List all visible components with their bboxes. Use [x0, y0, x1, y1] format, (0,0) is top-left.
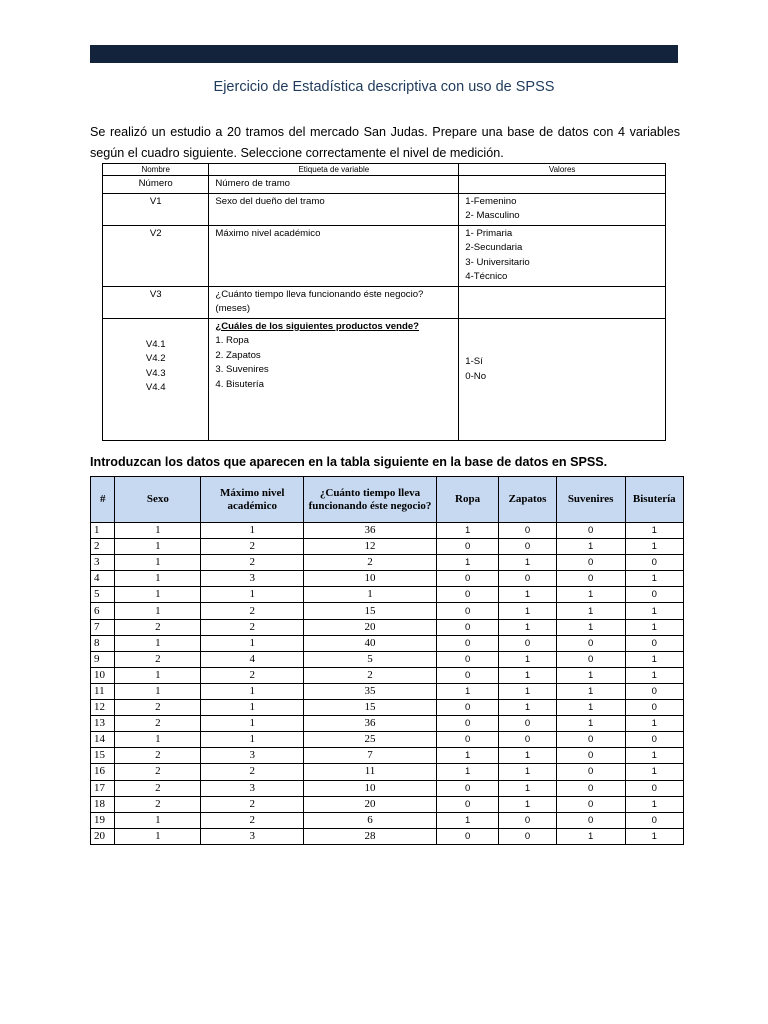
product-item: 3. Suvenires [215, 364, 269, 375]
table-row [91, 683, 684, 699]
table-cell: 0 [436, 796, 499, 812]
variables-table [102, 163, 666, 441]
table-cell: 1 [499, 748, 556, 764]
table-cell: 2 [201, 603, 304, 619]
variable-label: Número de tramo [209, 176, 459, 194]
table-cell: 28 [304, 828, 437, 844]
table-cell: 1 [201, 716, 304, 732]
table-cell: 0 [436, 828, 499, 844]
table-cell: 2 [201, 555, 304, 571]
table-row [91, 764, 684, 780]
table-cell: 36 [304, 716, 437, 732]
table-cell: 1 [625, 603, 683, 619]
column-header: Ropa [436, 477, 499, 523]
table-cell: 0 [436, 667, 499, 683]
table-cell: 1 [556, 700, 625, 716]
column-header: Sexo [115, 477, 201, 523]
table-cell: 1 [436, 555, 499, 571]
table-cell: 2 [91, 539, 115, 555]
table-cell: 8 [91, 635, 115, 651]
table-cell: 1 [115, 603, 201, 619]
product-item: 1. Ropa [215, 335, 249, 346]
table-cell: 2 [304, 555, 437, 571]
table-cell: 1 [625, 651, 683, 667]
table-cell: 1 [625, 539, 683, 555]
table-cell: 2 [201, 764, 304, 780]
value-item: 1- Primaria [465, 227, 513, 239]
table-cell: 1 [499, 780, 556, 796]
product-item: 2. Zapatos [215, 349, 261, 361]
table-cell: 2 [115, 780, 201, 796]
table-cell: 1 [436, 812, 499, 828]
table-cell: 11 [304, 764, 437, 780]
table-cell: 1 [115, 732, 201, 748]
table-cell: 0 [625, 812, 683, 828]
table-cell: 11 [91, 683, 115, 699]
table-cell: 1 [625, 748, 683, 764]
table-cell: 0 [625, 732, 683, 748]
table-cell: 7 [91, 619, 115, 635]
variable-name: V4.2 [145, 353, 166, 364]
table-cell: 0 [499, 571, 556, 587]
variable-name: V4.4 [145, 382, 166, 393]
table-cell: 0 [625, 555, 683, 571]
table-cell: 40 [304, 635, 437, 651]
table-cell: 2 [115, 700, 201, 716]
table-cell: 2 [201, 812, 304, 828]
table-row [91, 716, 684, 732]
table-cell: 1 [201, 700, 304, 716]
variables-header-row [103, 164, 666, 176]
table-cell: 1 [499, 683, 556, 699]
table-cell: 1 [304, 587, 437, 603]
value-item: 4-Técnico [465, 271, 508, 282]
column-header: Valores [459, 164, 666, 176]
variable-label-title: ¿Cuáles de los siguientes productos vende? [215, 320, 420, 332]
table-cell: 0 [436, 780, 499, 796]
table-cell: 0 [499, 716, 556, 732]
table-cell: 15 [304, 603, 437, 619]
table-cell: 36 [304, 523, 437, 539]
table-cell: 14 [91, 732, 115, 748]
table-cell: 2 [304, 667, 437, 683]
table-cell: 1 [115, 812, 201, 828]
table-row [91, 619, 684, 635]
table-cell: 1 [115, 555, 201, 571]
table-cell: 1 [201, 683, 304, 699]
table-cell: 0 [556, 780, 625, 796]
column-header: Máximo nivel académico [201, 477, 304, 523]
table-cell: 0 [436, 651, 499, 667]
table-cell: 12 [91, 700, 115, 716]
table-cell: 2 [201, 796, 304, 812]
table-cell: 0 [436, 571, 499, 587]
table-cell: 19 [91, 812, 115, 828]
variable-values [459, 225, 666, 286]
table-row [91, 700, 684, 716]
column-header: # [91, 477, 115, 523]
table-cell: 3 [201, 780, 304, 796]
table-cell: 0 [499, 539, 556, 555]
intro-paragraph [90, 122, 680, 164]
table-cell: 1 [499, 764, 556, 780]
table-cell: 18 [91, 796, 115, 812]
column-header: Zapatos [499, 477, 556, 523]
column-header: Nombre [103, 164, 209, 176]
table-cell: 1 [556, 619, 625, 635]
table-cell: 1 [115, 539, 201, 555]
variable-name: V4.1 [145, 338, 166, 350]
table-cell: 1 [625, 764, 683, 780]
variable-row [103, 176, 666, 194]
table-cell: 10 [304, 571, 437, 587]
table-cell: 1 [556, 683, 625, 699]
table-cell: 1 [556, 603, 625, 619]
variable-row [103, 286, 666, 318]
variable-values [459, 286, 666, 318]
table-cell: 0 [625, 587, 683, 603]
table-cell: 2 [201, 539, 304, 555]
table-cell: 0 [556, 635, 625, 651]
table-cell: 0 [436, 539, 499, 555]
table-cell: 20 [91, 828, 115, 844]
table-cell: 0 [556, 571, 625, 587]
variable-name: V3 [103, 286, 209, 318]
variable-names [103, 318, 209, 440]
table-cell: 1 [625, 667, 683, 683]
value-item: 0-No [465, 370, 487, 382]
table-cell: 0 [625, 780, 683, 796]
table-cell: 3 [201, 828, 304, 844]
table-cell: 0 [499, 635, 556, 651]
product-item: 4. Bisutería [215, 378, 264, 390]
table-cell: 5 [304, 651, 437, 667]
table-cell: 0 [556, 555, 625, 571]
table-cell: 1 [91, 523, 115, 539]
value-item: 2-Secundaria [465, 242, 523, 253]
intro-line-2: según el cuadro siguiente. Seleccione correctamente el nivel de medición. [90, 146, 504, 160]
variable-label: Máximo nivel académico [209, 225, 459, 286]
table-row [91, 812, 684, 828]
table-cell: 1 [625, 523, 683, 539]
table-cell: 20 [304, 619, 437, 635]
table-cell: 1 [115, 571, 201, 587]
page-title: Ejercicio de Estadística descriptiva con uso de SPSS [213, 79, 555, 95]
table-cell: 0 [625, 635, 683, 651]
table-cell: 1 [625, 796, 683, 812]
table-cell: 1 [556, 587, 625, 603]
table-cell: 1 [201, 587, 304, 603]
table-cell: 1 [201, 732, 304, 748]
table-cell: 1 [499, 587, 556, 603]
table-cell: 0 [556, 764, 625, 780]
variable-label: Sexo del dueño del tramo [209, 193, 459, 225]
table-cell: 1 [499, 651, 556, 667]
table-row [91, 635, 684, 651]
table-cell: 2 [201, 619, 304, 635]
table-cell: 2 [115, 796, 201, 812]
table-cell: 0 [436, 716, 499, 732]
table-cell: 0 [556, 796, 625, 812]
variable-label-line: (meses) [215, 303, 251, 314]
table-cell: 1 [556, 828, 625, 844]
table-cell: 0 [625, 700, 683, 716]
table-cell: 1 [625, 619, 683, 635]
table-cell: 1 [499, 619, 556, 635]
table-cell: 1 [499, 667, 556, 683]
table-cell: 13 [91, 716, 115, 732]
table-cell: 1 [625, 571, 683, 587]
variable-row [103, 193, 666, 225]
table-cell: 0 [499, 812, 556, 828]
variable-label [209, 318, 459, 440]
table-cell: 2 [115, 619, 201, 635]
table-cell: 20 [304, 796, 437, 812]
table-row [91, 555, 684, 571]
variable-name: V1 [103, 193, 209, 225]
table-cell: 10 [304, 780, 437, 796]
table-cell: 1 [115, 587, 201, 603]
table-row [91, 780, 684, 796]
variable-row [103, 225, 666, 286]
table-cell: 1 [436, 523, 499, 539]
table-cell: 3 [201, 748, 304, 764]
intro-line-1: Se realizó un estudio a 20 tramos del mercado San Judas. Prepare una base de datos con 4 variables [90, 125, 680, 139]
variable-values [459, 176, 666, 194]
table-cell: 35 [304, 683, 437, 699]
column-header: Bisutería [625, 477, 683, 523]
variable-name: V2 [103, 225, 209, 286]
table-cell: 0 [436, 635, 499, 651]
value-item: 3- Universitario [465, 256, 530, 268]
table-cell: 1 [556, 539, 625, 555]
table-cell: 1 [556, 716, 625, 732]
table-cell: 0 [499, 828, 556, 844]
data-intro: Introduzcan los datos que aparecen en la tabla siguiente en la base de datos en SPSS. [90, 455, 608, 469]
table-row [91, 667, 684, 683]
table-cell: 0 [436, 587, 499, 603]
table-cell: 0 [436, 603, 499, 619]
data-header-row [91, 477, 684, 523]
table-cell: 1 [201, 635, 304, 651]
column-header: Etiqueta de variable [209, 164, 459, 176]
variable-values [459, 318, 666, 440]
variable-row [103, 318, 666, 440]
table-cell: 0 [556, 748, 625, 764]
table-cell: 0 [556, 812, 625, 828]
table-cell: 6 [304, 812, 437, 828]
table-cell: 0 [556, 523, 625, 539]
table-cell: 6 [91, 603, 115, 619]
value-item: 1-Femenino [465, 195, 517, 207]
table-cell: 0 [436, 619, 499, 635]
data-table-body [91, 523, 684, 845]
table-cell: 1 [556, 667, 625, 683]
table-row [91, 587, 684, 603]
table-row [91, 828, 684, 844]
header-bar [90, 45, 678, 63]
table-cell: 4 [201, 651, 304, 667]
variable-name: Número [103, 176, 209, 194]
table-cell: 1 [499, 555, 556, 571]
table-cell: 5 [91, 587, 115, 603]
table-cell: 4 [91, 571, 115, 587]
table-cell: 1 [115, 683, 201, 699]
table-cell: 1 [115, 828, 201, 844]
table-cell: 1 [115, 667, 201, 683]
table-cell: 9 [91, 651, 115, 667]
table-row [91, 603, 684, 619]
table-cell: 15 [304, 700, 437, 716]
table-cell: 0 [499, 732, 556, 748]
table-row [91, 732, 684, 748]
table-cell: 1 [115, 635, 201, 651]
table-row [91, 748, 684, 764]
table-cell: 0 [436, 700, 499, 716]
table-cell: 2 [115, 748, 201, 764]
table-cell: 2 [115, 716, 201, 732]
table-cell: 1 [499, 603, 556, 619]
table-row [91, 796, 684, 812]
table-cell: 0 [499, 523, 556, 539]
table-cell: 3 [91, 555, 115, 571]
table-cell: 1 [499, 700, 556, 716]
table-cell: 1 [436, 683, 499, 699]
table-cell: 1 [499, 796, 556, 812]
column-header: Suvenires [556, 477, 625, 523]
table-cell: 1 [625, 716, 683, 732]
table-cell: 3 [201, 571, 304, 587]
table-cell: 17 [91, 780, 115, 796]
table-cell: 0 [556, 732, 625, 748]
table-cell: 10 [91, 667, 115, 683]
table-row [91, 651, 684, 667]
value-item: 1-Sí [465, 356, 483, 367]
table-cell: 1 [436, 748, 499, 764]
table-cell: 0 [556, 651, 625, 667]
column-header: ¿Cuánto tiempo lleva funcionando éste negocio? [304, 477, 437, 523]
table-cell: 2 [115, 764, 201, 780]
table-row [91, 571, 684, 587]
table-cell: 12 [304, 539, 437, 555]
variable-values [459, 193, 666, 225]
table-cell: 7 [304, 748, 437, 764]
table-cell: 1 [115, 523, 201, 539]
variable-label-line: ¿Cuánto tiempo lleva funcionando éste negocio? [215, 288, 424, 300]
variable-label [209, 286, 459, 318]
variable-name: V4.3 [145, 367, 166, 379]
table-cell: 1 [625, 828, 683, 844]
value-item: 2- Masculino [465, 210, 520, 221]
table-cell: 2 [115, 651, 201, 667]
table-row [91, 523, 684, 539]
table-cell: 2 [201, 667, 304, 683]
table-cell: 15 [91, 748, 115, 764]
data-table [90, 476, 684, 845]
table-cell: 1 [201, 523, 304, 539]
table-row [91, 539, 684, 555]
table-cell: 0 [436, 732, 499, 748]
table-cell: 16 [91, 764, 115, 780]
table-cell: 1 [436, 764, 499, 780]
table-cell: 25 [304, 732, 437, 748]
table-cell: 0 [625, 683, 683, 699]
